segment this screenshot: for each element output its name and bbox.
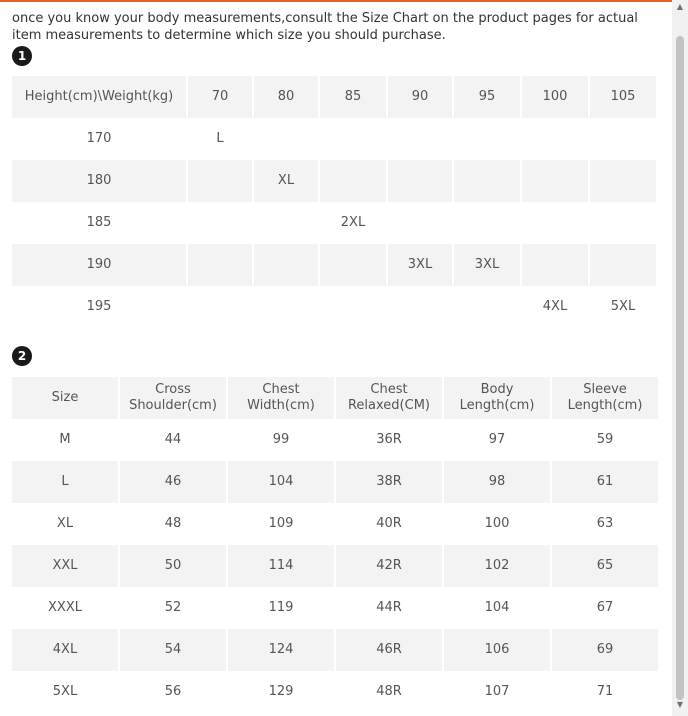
table-cell: 4XL — [12, 629, 118, 671]
table-cell: 46 — [120, 461, 226, 503]
table-cell — [188, 160, 252, 202]
top-accent-line — [0, 0, 672, 2]
table-cell: 104 — [484, 600, 510, 615]
table-cell: 44 — [164, 432, 182, 447]
table-cell: L — [216, 131, 224, 146]
table-cell — [254, 244, 318, 286]
table-cell: 195 — [86, 299, 112, 314]
header-cell: Body Length(cm) — [444, 377, 550, 419]
header-cell: Size — [12, 377, 118, 419]
table-cell: 71 — [596, 684, 614, 699]
table-cell: 61 — [552, 461, 658, 503]
table-cell — [522, 202, 588, 244]
header-cell: Chest Relaxed(CM) — [336, 377, 442, 419]
section-number-badge-2: 2 — [12, 346, 32, 366]
table-row — [12, 419, 658, 461]
table-cell — [454, 118, 520, 160]
table-cell: 3XL — [388, 244, 452, 286]
table-cell: 38R — [336, 461, 442, 503]
table-cell: 36R — [376, 432, 402, 447]
table-header-row — [12, 76, 656, 118]
table-cell: 99 — [272, 432, 290, 447]
table-cell: 106 — [444, 629, 550, 671]
table-row — [12, 545, 658, 587]
table-cell: 102 — [444, 545, 550, 587]
table-cell: 2XL — [340, 215, 366, 230]
table-cell — [590, 118, 656, 160]
header-cell: Cross Shoulder(cm) — [120, 377, 226, 419]
table-cell: 119 — [268, 600, 294, 615]
header-cell: 95 — [454, 76, 520, 118]
table-cell: 65 — [552, 545, 658, 587]
table-cell — [590, 244, 656, 286]
chevron-down-icon[interactable]: ▼ — [676, 700, 684, 709]
garment-measurements-table — [10, 377, 660, 713]
table-cell — [590, 160, 656, 202]
table-row — [12, 286, 656, 328]
header-cell: Height(cm)\Weight(kg) — [12, 76, 186, 118]
table-row — [12, 461, 658, 503]
table-cell — [522, 244, 588, 286]
table-row — [12, 118, 656, 160]
table-cell — [188, 244, 252, 286]
header-cell: 100 — [522, 76, 588, 118]
table-cell: 3XL — [454, 244, 520, 286]
table-cell — [254, 286, 318, 328]
header-cell: 105 — [590, 76, 656, 118]
table-cell: 46R — [336, 629, 442, 671]
table-cell — [188, 202, 252, 244]
table-cell — [454, 202, 520, 244]
header-cell: 85 — [320, 76, 386, 118]
table-cell: 63 — [596, 516, 614, 531]
table-cell — [320, 118, 386, 160]
table-cell: 190 — [12, 244, 186, 286]
table-cell — [454, 286, 520, 328]
table-cell: 48R — [376, 684, 402, 699]
table-cell: 52 — [164, 600, 182, 615]
height-weight-size-table — [10, 76, 658, 328]
table-cell: 100 — [484, 516, 510, 531]
table-cell: 59 — [596, 432, 614, 447]
table-cell: 54 — [120, 629, 226, 671]
table-cell: 4XL — [542, 299, 568, 314]
table-cell: 50 — [120, 545, 226, 587]
header-cell: Chest Width(cm) — [228, 377, 334, 419]
table-cell: 5XL — [610, 299, 636, 314]
table-cell — [388, 160, 452, 202]
table-cell: 44R — [376, 600, 402, 615]
header-cell: 70 — [188, 76, 252, 118]
table-cell: 185 — [86, 215, 112, 230]
table-cell — [388, 286, 452, 328]
table-cell — [320, 286, 386, 328]
table-cell — [320, 244, 386, 286]
table-cell — [254, 118, 318, 160]
table-cell: 40R — [376, 516, 402, 531]
chevron-up-icon[interactable]: ▲ — [676, 2, 684, 11]
table-cell — [388, 118, 452, 160]
table-cell — [522, 118, 588, 160]
table-cell: 107 — [484, 684, 510, 699]
table-row — [12, 629, 658, 671]
table-cell: 170 — [86, 131, 112, 146]
table-cell: L — [12, 461, 118, 503]
table-cell: 124 — [228, 629, 334, 671]
table-cell: XL — [56, 516, 74, 531]
table-header-row — [12, 377, 658, 419]
table-cell: 42R — [336, 545, 442, 587]
table-cell: 69 — [552, 629, 658, 671]
table-row — [12, 202, 656, 244]
table-row — [12, 244, 656, 286]
table-cell: 114 — [228, 545, 334, 587]
table-cell — [590, 202, 656, 244]
table-cell — [388, 202, 452, 244]
table-cell: 104 — [228, 461, 334, 503]
scrollbar-thumb[interactable] — [676, 36, 684, 700]
table-cell: XXXL — [48, 600, 82, 615]
table-cell: 180 — [12, 160, 186, 202]
table-cell — [320, 160, 386, 202]
intro-text: once you know your body measurements,consult the Size Chart on the product pages for actual item measurements to determine which size you should purchase. — [12, 11, 638, 43]
table-cell: 97 — [488, 432, 506, 447]
table-cell: XXL — [12, 545, 118, 587]
table-row — [12, 160, 656, 202]
table-cell: 56 — [164, 684, 182, 699]
table-cell: M — [59, 432, 71, 447]
table-cell: XL — [254, 160, 318, 202]
header-cell: 80 — [254, 76, 318, 118]
table-cell: 109 — [268, 516, 294, 531]
table-cell: 67 — [596, 600, 614, 615]
table-cell: 48 — [164, 516, 182, 531]
table-row — [12, 671, 658, 713]
table-cell — [454, 160, 520, 202]
table-cell — [522, 160, 588, 202]
section-number-badge-1: 1 — [12, 46, 32, 66]
table-cell — [254, 202, 318, 244]
table-cell: 129 — [268, 684, 294, 699]
table-cell — [188, 286, 252, 328]
table-cell: 5XL — [52, 684, 78, 699]
table-row — [12, 587, 658, 629]
table-row — [12, 503, 658, 545]
vertical-scrollbar[interactable] — [672, 0, 688, 716]
header-cell: 90 — [388, 76, 452, 118]
table-cell: 98 — [444, 461, 550, 503]
header-cell: Sleeve Length(cm) — [552, 377, 658, 419]
